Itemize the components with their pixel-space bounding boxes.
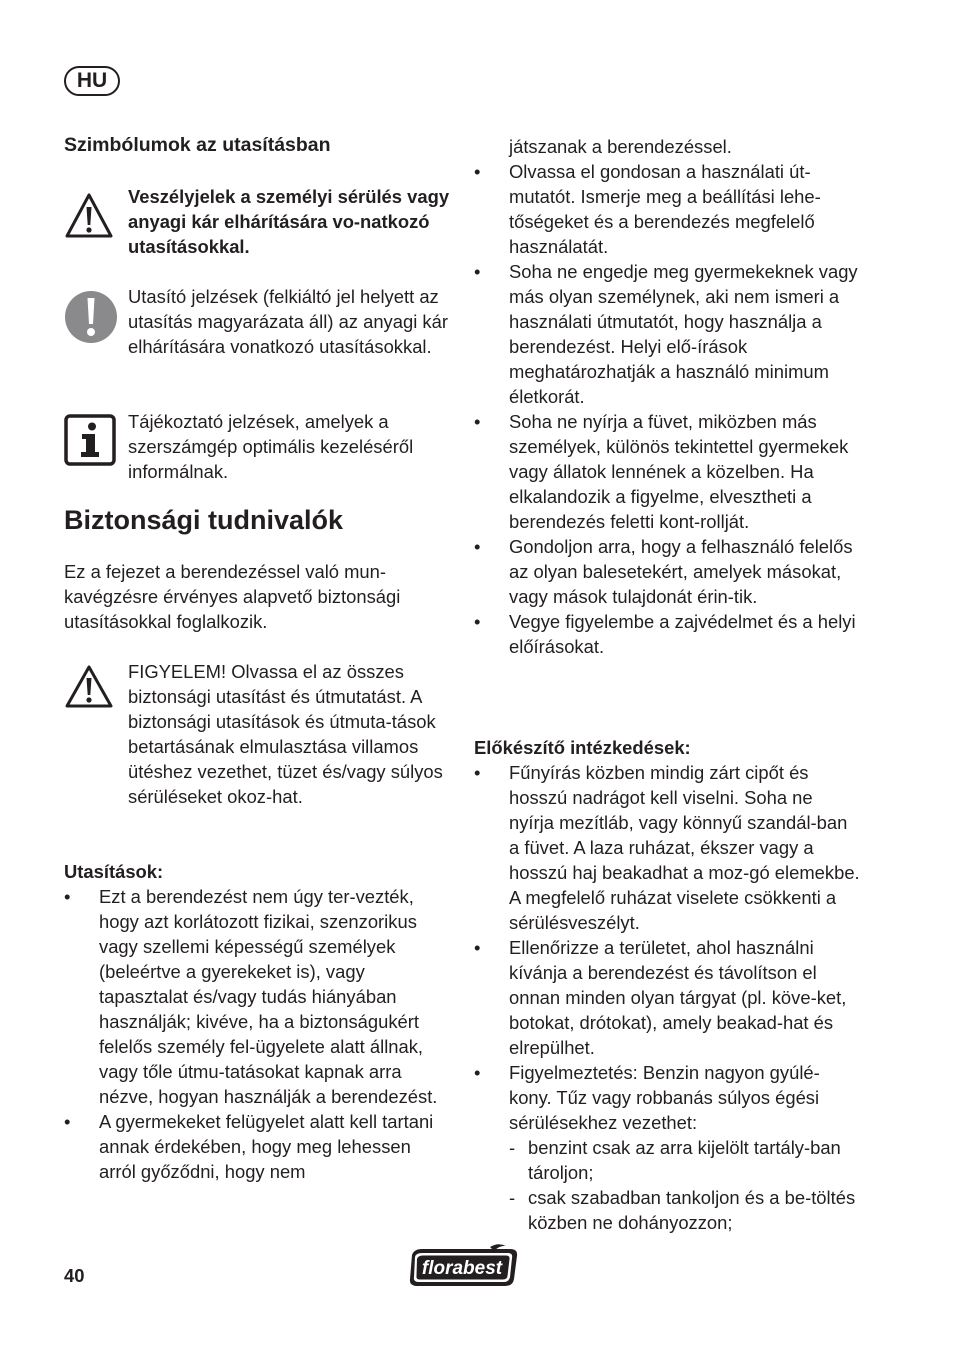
warning-text: FIGYELEM! Olvassa el az összes biztonsági utasítást és útmutatást. A biztonsági utasítások és útmuta-tások betartásának elmulasztása villamos ütéshez vezethet, tüzet és/vagy súlyos sérüléseket okoz-hat. [128, 661, 443, 807]
warning-triangle-icon [64, 664, 114, 710]
list-item: • A gyermekeket felügyelet alatt kell tartani annak érdekében, hogy meg lehessen arról győződni, hogy nem [64, 1109, 444, 1184]
info-icon [64, 414, 116, 466]
logo-text: florabest [421, 1258, 503, 1279]
list-item: • Vegye figyelembe a zajvédelmet és a helyi előírásokat. [474, 609, 862, 659]
safety-bullet-list [474, 159, 862, 659]
prep-bullet-list [474, 760, 862, 1135]
page-number: 40 [64, 1265, 85, 1286]
list-item: • Gondoljon arra, hogy a felhasználó felelős az olyan balesetekért, amelyek másokat, vagy mások tulajdonát érin-tik. [474, 534, 862, 609]
instructions-list [64, 884, 444, 1184]
continued-text: játszanak a berendezéssel. [509, 136, 732, 157]
sub-list-item: - csak szabadban tankoljon és a be-töltés közben ne dohányozzon; [509, 1185, 857, 1235]
list-item: • Fűnyírás közben mindig zárt cipőt és hosszú nadrágot kell viselni. Soha ne nyírja mezítláb, vagy könnyű szandál-ban a füvet. A laza ruházat, ékszer vagy a hosszú haj beakadhat a moz-gó elemekbe. A megfelelő ruházat viselete csökkenti a sérülésveszélyt. [474, 760, 862, 935]
language-badge: HU [64, 66, 120, 96]
symbol-warning-text: Veszélyjelek a személyi sérülés vagy anyagi kár elhárítására vo-natkozó utasításokkal. [128, 186, 450, 257]
exclamation-circle-icon [64, 290, 118, 344]
safety-intro: Ez a fejezet a berendezéssel való mun-kavégzésre érvényes alapvető biztonsági utasításokkal foglalkozik. [64, 561, 401, 632]
list-item: • Ezt a berendezést nem úgy ter-vezték, hogy azt korlátozott fizikai, szenzorikus vagy szellemi képességű személyek (beleértve a gyerekeket is), vagy tapasztalat és/vagy tudás hiányában használják; kivéve, ha a biztonságukért felelős személy fel-ügyelete alatt állnak, vagy tőle útmu-tatásokat kapnak arra nézve, hogyan használják a berendezést. [64, 884, 444, 1109]
symbol-instruction-text: Utasító jelzések (felkiáltó jel helyett az utasítás magyarázata áll) az anyagi kár elhárítására vonatkozó utasításokkal. [128, 286, 448, 357]
fuel-sub-list [509, 1135, 857, 1235]
list-item: • Olvassa el gondosan a használati út-mutatót. Ismerje meg a beállítási lehe-tőségeket és a berendezés megfelelő használatát. [474, 159, 862, 259]
symbol-info-text: Tájékoztató jelzések, amelyek a szerszámgép optimális kezeléséről informálnak. [128, 411, 414, 482]
warning-triangle-icon [64, 192, 114, 240]
instructions-heading: Utasítások: [64, 861, 164, 882]
safety-heading: Biztonsági tudnivalók [64, 505, 344, 535]
list-item: • Soha ne nyírja a füvet, miközben más személyek, különös tekintettel gyermekek vagy állatok lennének a közelben. Ha elkalandozik a figyelme, elvesztheti a berendezés feletti kont-rollját. [474, 409, 862, 534]
list-item: • Figyelmeztetés: Benzin nagyon gyúlé-kony. Tűz vagy robbanás súlyos égési sérülésekhez vezethet: [474, 1060, 862, 1135]
florabest-logo [406, 1243, 520, 1289]
list-item: • Ellenőrizze a területet, ahol használni kívánja a berendezést és távolítson el onnan minden olyan tárgyat (pl. köve-ket, botokat, drótokat), amely beakad-hat és elrepülhet. [474, 935, 862, 1060]
sub-list-item: - benzint csak az arra kijelölt tartály-ban tároljon; [509, 1135, 857, 1185]
list-item: • Soha ne engedje meg gyermekeknek vagy más olyan személynek, aki nem ismeri a használati útmutatót, hogy használja a berendezést. Helyi elő-írások meghatározhatják a használó minimum életkorát. [474, 259, 862, 409]
prep-heading: Előkészítő intézkedések: [474, 737, 691, 758]
symbols-heading: Szimbólumok az utasításban [64, 134, 331, 156]
